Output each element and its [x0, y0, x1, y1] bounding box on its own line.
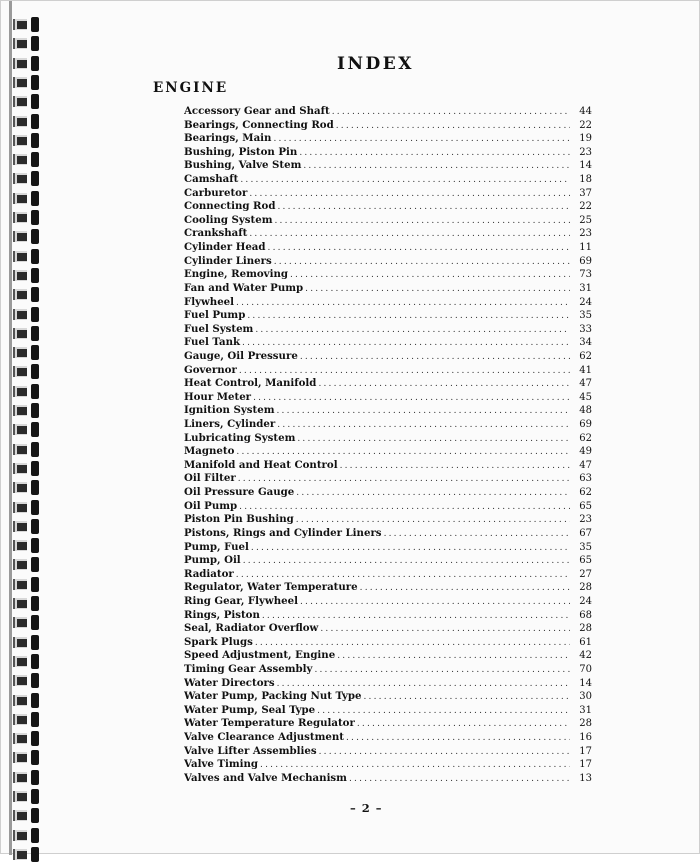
index-entry — [184, 377, 592, 391]
index-entry — [184, 105, 592, 119]
dot-leader — [349, 773, 570, 786]
binding-coil — [13, 251, 57, 262]
dot-leader — [318, 378, 570, 391]
binding-coil — [13, 386, 57, 397]
dot-leader — [247, 310, 570, 323]
index-entry-page: 23 — [579, 146, 592, 158]
binding-coil — [13, 733, 57, 744]
index-entry — [184, 268, 592, 282]
index-entry-page: 44 — [579, 106, 592, 117]
index-entry-page: 65 — [579, 555, 592, 567]
index-entry — [184, 690, 592, 704]
binding-edge — [9, 1, 12, 855]
index-entry-label: Pistons, Rings and Cylinder Liners — [184, 526, 382, 539]
index-entry-page: 37 — [579, 187, 592, 199]
index-entry-page: 69 — [579, 255, 592, 267]
binding-coil — [13, 830, 57, 841]
index-entry-label: Pump, Fuel — [184, 540, 249, 553]
index-entry — [184, 187, 592, 201]
dot-leader — [296, 487, 570, 500]
index-entry-page: 73 — [579, 269, 592, 281]
index-entry-page: 65 — [579, 500, 592, 512]
index-entry — [184, 445, 592, 459]
index-entry-label: Hour Meter — [184, 390, 252, 403]
index-entry — [184, 296, 592, 310]
index-entry-page: 35 — [579, 310, 592, 322]
binding-coil — [13, 38, 57, 49]
index-entry-page: 22 — [579, 201, 592, 213]
dot-leader — [357, 718, 570, 731]
index-entry-label: Bushing, Piston Pin — [184, 145, 298, 158]
index-entry — [184, 418, 592, 432]
binding-coil — [13, 193, 57, 204]
dot-leader — [243, 555, 570, 568]
binding-coil — [13, 19, 57, 30]
index-entry-page: 34 — [579, 337, 592, 349]
index-entry-label: Radiator — [184, 567, 234, 580]
index-entry-label: Flywheel — [184, 295, 235, 308]
index-entry-page: 69 — [579, 419, 592, 431]
index-entry-page: 25 — [579, 214, 592, 226]
dot-leader — [332, 106, 570, 119]
dot-leader — [273, 133, 570, 146]
index-entry — [184, 214, 592, 228]
dot-leader — [268, 242, 570, 255]
index-entry — [184, 554, 592, 568]
index-entry-label: Timing Gear Assembly — [184, 662, 313, 675]
index-entry-page: 23 — [579, 228, 592, 240]
binding-coil — [13, 231, 57, 242]
dot-leader — [262, 610, 570, 623]
dot-leader — [238, 473, 570, 486]
dot-leader — [337, 650, 570, 663]
index-entry-page: 14 — [579, 160, 592, 172]
dot-leader — [305, 283, 570, 296]
index-entry — [184, 568, 592, 582]
index-entry-label: Fuel Pump — [184, 309, 246, 322]
binding-coil — [13, 598, 57, 609]
index-entry-label: Spark Plugs — [184, 635, 253, 648]
index-entry-label: Water Temperature Regulator — [184, 717, 355, 730]
index-entry — [184, 649, 592, 663]
dot-leader — [314, 664, 570, 677]
index-entry-page: 67 — [579, 527, 592, 539]
binding-coil — [13, 502, 57, 513]
binding-coil — [13, 810, 57, 821]
index-entry-label: Valves and Valve Mechanism — [184, 771, 347, 784]
binding-coil — [13, 482, 57, 493]
binding-coil — [13, 173, 57, 184]
index-entry — [184, 364, 592, 378]
dot-leader — [239, 501, 570, 514]
index-entry-label: Fuel Tank — [184, 336, 241, 349]
dot-leader — [346, 732, 570, 745]
index-entry-label: Connecting Rod — [184, 200, 276, 213]
dot-leader — [255, 324, 570, 337]
index-entry-page: 28 — [579, 623, 592, 635]
index-entry — [184, 119, 592, 133]
binding-coil — [13, 791, 57, 802]
index-entry-page: 68 — [579, 609, 592, 621]
dot-leader — [277, 419, 570, 432]
index-entry-page: 61 — [579, 636, 592, 648]
index-entry-label: Heat Control, Manifold — [184, 377, 317, 390]
binding-coil — [13, 116, 57, 127]
index-entry-label: Lubricating System — [184, 431, 296, 444]
index-entry-label: Ignition System — [184, 404, 275, 417]
dot-leader — [249, 228, 570, 241]
index-entry — [184, 159, 592, 173]
index-entry-label: Pump, Oil — [184, 554, 241, 567]
dot-leader — [255, 637, 570, 650]
index-entry-label: Piston Pin Bushing — [184, 513, 294, 526]
index-entry-label: Engine, Removing — [184, 268, 288, 281]
index-entry — [184, 336, 592, 350]
binding-coil — [13, 366, 57, 377]
binding-coil — [13, 675, 57, 686]
dot-leader — [319, 746, 570, 759]
binding-coil — [13, 58, 57, 69]
binding-coil — [13, 444, 57, 455]
index-entry-label: Bearings, Main — [184, 132, 272, 145]
index-entry — [184, 758, 592, 772]
binding-coil — [13, 270, 57, 281]
index-entry-page: 47 — [579, 378, 592, 390]
binding-coil — [13, 656, 57, 667]
dot-leader — [240, 174, 570, 187]
spiral-binding — [1, 1, 59, 855]
index-entry-page: 24 — [579, 595, 592, 607]
index-entry — [184, 609, 592, 623]
index-entry-page: 33 — [579, 323, 592, 335]
index-entry — [184, 432, 592, 446]
index-entry-label: Carburetor — [184, 186, 248, 199]
index-entry — [184, 459, 592, 473]
index-entry — [184, 595, 592, 609]
index-entry-page: 30 — [579, 691, 592, 703]
index-entry-page: 63 — [579, 473, 592, 485]
dot-leader — [303, 160, 570, 173]
binding-coil — [13, 96, 57, 107]
binding-coil — [13, 347, 57, 358]
index-entry-page: 45 — [579, 391, 592, 403]
index-entry — [184, 636, 592, 650]
index-entry-label: Water Pump, Seal Type — [184, 703, 316, 716]
dot-leader — [277, 678, 570, 691]
index-entry-page: 31 — [579, 704, 592, 716]
index-entry-label: Oil Pressure Gauge — [184, 486, 295, 499]
index-entry — [184, 472, 592, 486]
index-entry — [184, 704, 592, 718]
index-entry — [184, 541, 592, 555]
dot-leader — [336, 120, 570, 133]
index-entry — [184, 132, 592, 146]
index-entry — [184, 717, 592, 731]
index-entry-label: Camshaft — [184, 173, 239, 186]
index-entry-page: 22 — [579, 119, 592, 131]
index-entry-page: 49 — [579, 446, 592, 458]
index-entry — [184, 745, 592, 759]
index-entry-label: Cylinder Liners — [184, 254, 272, 267]
binding-coil — [13, 772, 57, 783]
index-entry — [184, 663, 592, 677]
dot-leader — [249, 188, 570, 201]
index-entry-label: Cylinder Head — [184, 241, 266, 254]
index-entry — [184, 622, 592, 636]
index-entry-label: Liners, Cylinder — [184, 418, 276, 431]
dot-leader — [276, 405, 570, 418]
dot-leader — [236, 569, 570, 582]
index-entry — [184, 581, 592, 595]
index-entry-page: 70 — [579, 663, 592, 675]
index-entry — [184, 731, 592, 745]
index-entry — [184, 241, 592, 255]
dot-leader — [277, 201, 570, 214]
index-entry — [184, 513, 592, 527]
binding-coil — [13, 559, 57, 570]
index-entry — [184, 404, 592, 418]
binding-coil — [13, 424, 57, 435]
index-entry-label: Ring Gear, Flywheel — [184, 594, 298, 607]
index-entry-page: 13 — [579, 772, 592, 784]
binding-coil — [13, 309, 57, 320]
index-entry — [184, 227, 592, 241]
binding-coil — [13, 328, 57, 339]
index-entry-label: Valve Lifter Assemblies — [184, 744, 317, 757]
index-entry-label: Water Pump, Packing Nut Type — [184, 690, 362, 703]
index-entry-page: 27 — [579, 568, 592, 580]
dot-leader — [340, 460, 570, 473]
index-entry-label: Valve Timing — [184, 758, 259, 771]
index-entry-page: 17 — [579, 759, 592, 771]
index-entry-label: Speed Adjustment, Engine — [184, 649, 336, 662]
index-entry — [184, 772, 592, 786]
index-entry-page: 14 — [579, 677, 592, 689]
index-entry — [184, 323, 592, 337]
dot-leader — [360, 582, 570, 595]
index-entry-page: 62 — [579, 350, 592, 362]
dot-leader — [274, 256, 570, 269]
binding-coil — [13, 154, 57, 165]
index-entry-label: Magneto — [184, 445, 235, 458]
binding-coil — [13, 617, 57, 628]
dot-leader — [236, 297, 570, 310]
dot-leader — [239, 365, 570, 378]
index-entry-page: 31 — [579, 282, 592, 294]
index-entry — [184, 309, 592, 323]
index-entry-page: 62 — [579, 432, 592, 444]
index-entry-page: 28 — [579, 718, 592, 730]
index-entry — [184, 486, 592, 500]
index-entry-label: Fuel System — [184, 322, 254, 335]
index-entry-page: 42 — [579, 650, 592, 662]
index-entry-label: Bushing, Valve Stem — [184, 159, 302, 172]
index-entry-page: 16 — [579, 732, 592, 744]
dot-leader — [260, 759, 570, 772]
binding-coil — [13, 521, 57, 532]
binding-coil — [13, 77, 57, 88]
index-entry-label: Oil Filter — [184, 472, 236, 485]
dot-leader — [300, 596, 570, 609]
binding-coil — [13, 714, 57, 725]
index-entry-page: 35 — [579, 541, 592, 553]
binding-coil — [13, 752, 57, 763]
dot-leader — [236, 446, 570, 459]
section-heading: ENGINE — [153, 80, 229, 96]
index-entry-label: Seal, Radiator Overflow — [184, 622, 319, 635]
dot-leader — [384, 528, 570, 541]
index-entry-label: Fan and Water Pump — [184, 281, 304, 294]
index-entry — [184, 677, 592, 691]
index-entry-page: 17 — [579, 745, 592, 757]
index-entry-page: 23 — [579, 514, 592, 526]
binding-coil — [13, 695, 57, 706]
index-entry-label: Governor — [184, 363, 237, 376]
index-entry-label: Rings, Piston — [184, 608, 260, 621]
index-entry — [184, 350, 592, 364]
dot-leader — [251, 542, 570, 555]
index-entry-page: 28 — [579, 582, 592, 594]
index-entry — [184, 146, 592, 160]
index-entry-page: 11 — [579, 242, 592, 254]
binding-coil — [13, 212, 57, 223]
dot-leader — [300, 351, 570, 364]
binding-coil — [13, 135, 57, 146]
index-entry-label: Oil Pump — [184, 499, 238, 512]
index-entry-page: 24 — [579, 296, 592, 308]
index-entry — [184, 282, 592, 296]
index-entry — [184, 173, 592, 187]
index-entry — [184, 200, 592, 214]
index-entry-label: Gauge, Oil Pressure — [184, 349, 298, 362]
index-entry-label: Valve Clearance Adjustment — [184, 731, 344, 744]
page-number: – 2 – — [350, 801, 383, 815]
index-entry-page: 47 — [579, 459, 592, 471]
dot-leader — [253, 392, 570, 405]
dot-leader — [363, 691, 570, 704]
dot-leader — [299, 147, 570, 160]
binding-coil — [13, 540, 57, 551]
index-entry — [184, 500, 592, 514]
binding-coil — [13, 405, 57, 416]
index-entry-label: Cooling System — [184, 213, 273, 226]
index-entry-page: 19 — [579, 133, 592, 145]
dot-leader — [317, 705, 570, 718]
index-entry-label: Manifold and Heat Control — [184, 458, 338, 471]
index-entry-page: 62 — [579, 487, 592, 499]
index-entry-page: 41 — [579, 364, 592, 376]
binding-coil — [13, 637, 57, 648]
index-entry — [184, 255, 592, 269]
binding-coil — [13, 289, 57, 300]
binding-coil — [13, 579, 57, 590]
dot-leader — [297, 433, 570, 446]
index-entry-label: Accessory Gear and Shaft — [184, 105, 330, 117]
dot-leader — [242, 337, 570, 350]
dot-leader — [290, 269, 570, 282]
dot-leader — [275, 215, 571, 228]
index-entry-label: Bearings, Connecting Rod — [184, 118, 334, 131]
index-entry-page: 48 — [579, 405, 592, 417]
binding-coil — [13, 849, 57, 860]
index-entry-label: Crankshaft — [184, 227, 248, 240]
dot-leader — [320, 623, 570, 636]
index-entry-page: 18 — [579, 174, 592, 186]
index-entry-label: Regulator, Water Temperature — [184, 581, 358, 594]
page-title: INDEX — [337, 54, 414, 74]
index-entry — [184, 527, 592, 541]
index-entry — [184, 391, 592, 405]
binding-coil — [13, 463, 57, 474]
index-list — [184, 105, 592, 785]
index-entry-label: Water Directors — [184, 676, 275, 689]
dot-leader — [296, 514, 570, 527]
